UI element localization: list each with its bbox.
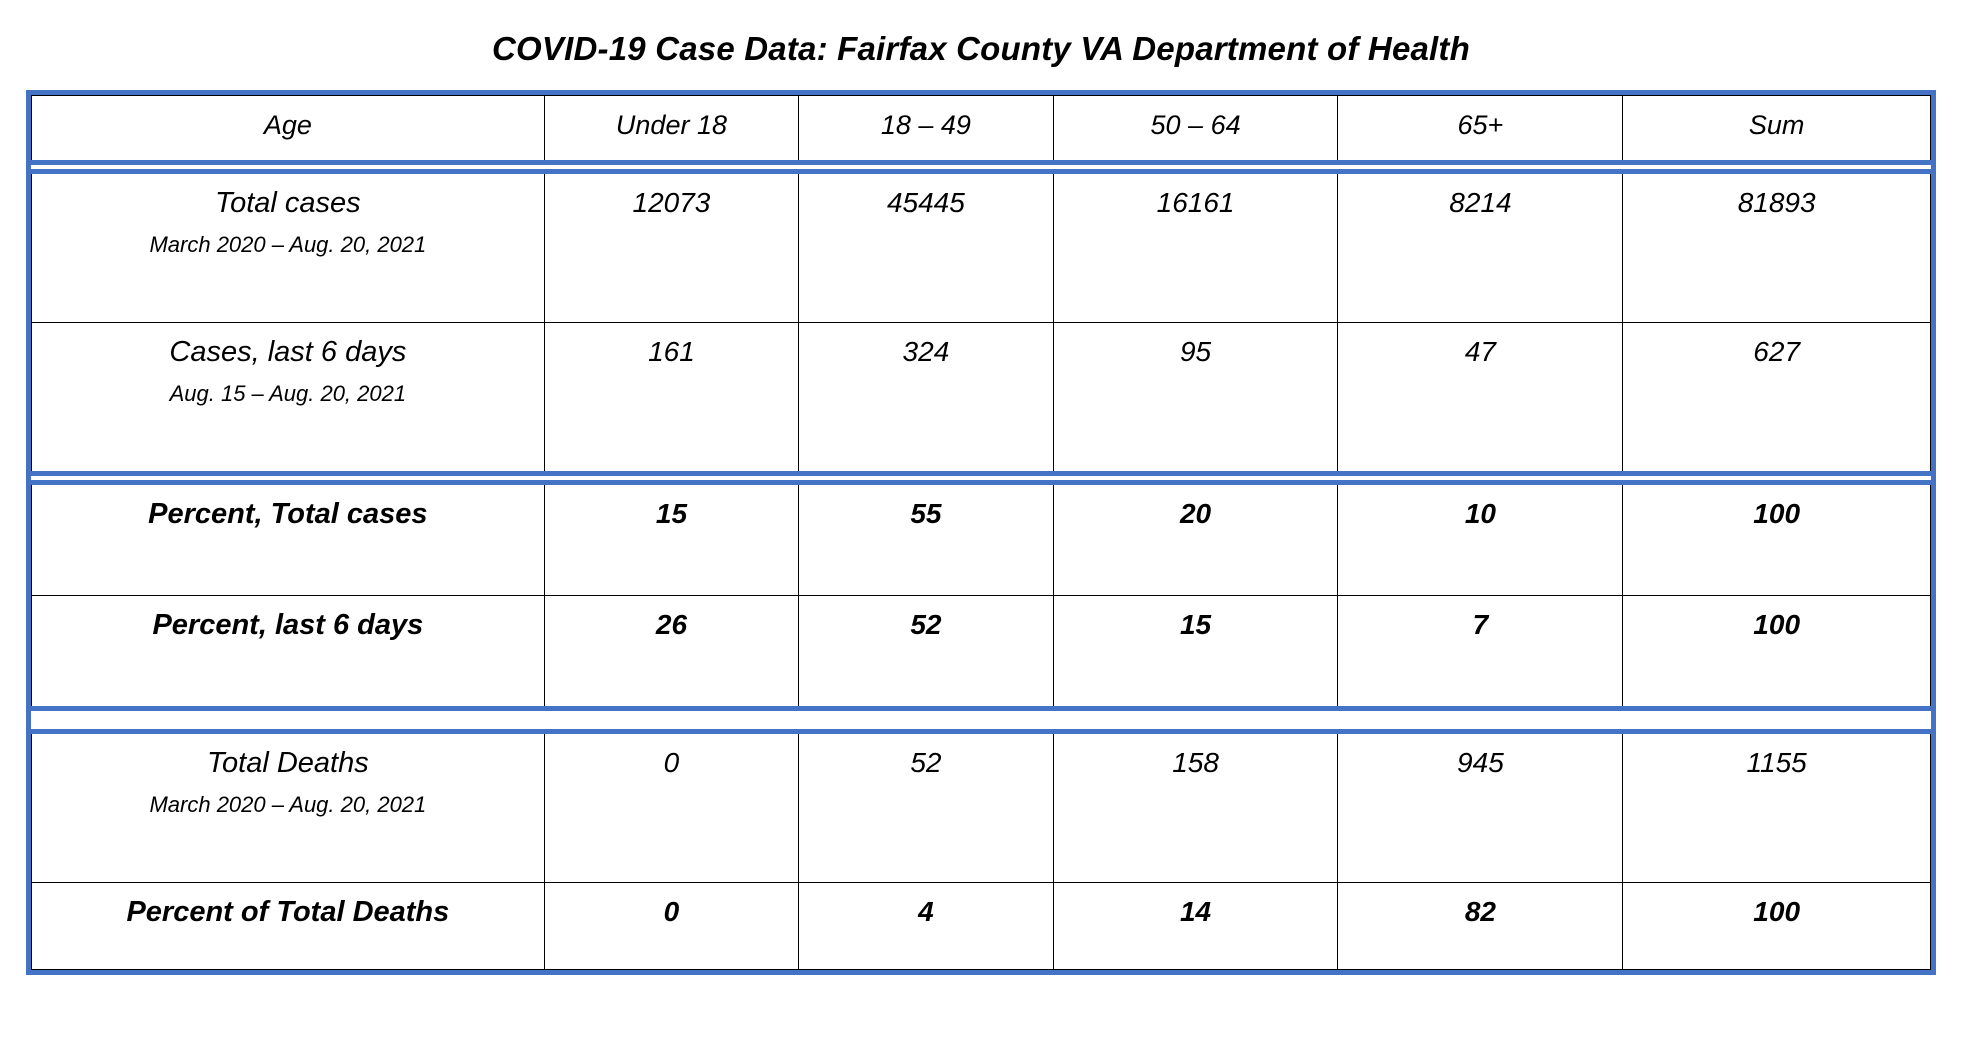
section-divider-bar (32, 709, 1931, 732)
table-cell (1053, 732, 1338, 883)
section-divider-bar (32, 474, 1931, 483)
table-cell (1623, 323, 1931, 474)
cell-value: 15 (655, 498, 688, 529)
table-header-row (32, 96, 1931, 163)
table-cell (799, 483, 1053, 596)
column-header-under-18 (544, 96, 798, 163)
cell-value: 10 (1464, 498, 1496, 529)
row-label-sub: March 2020 – Aug. 20, 2021 (149, 792, 427, 818)
cell-value: 627 (1753, 336, 1801, 367)
cell-value: 26 (655, 609, 688, 640)
row-label-percent-last-6-days (32, 596, 545, 709)
column-header-label: 18 – 49 (880, 110, 971, 140)
covid-case-data-table (31, 95, 1931, 970)
cell-value: 161 (648, 336, 695, 367)
cell-value: 14 (1179, 896, 1212, 927)
table-cell (1053, 883, 1338, 970)
column-header-label: Under 18 (615, 110, 727, 140)
table-cell (1338, 323, 1623, 474)
row-label-cases-last-6-days (32, 323, 545, 474)
table-cell (1053, 172, 1338, 323)
cell-value: 4 (918, 896, 934, 927)
column-header-50-64 (1053, 96, 1338, 163)
table-cell (1053, 483, 1338, 596)
row-label-sub: March 2020 – Aug. 20, 2021 (149, 232, 427, 258)
cell-value: 8214 (1449, 187, 1512, 218)
cell-value: 82 (1464, 896, 1496, 927)
table-row (32, 323, 1931, 474)
cell-value: 945 (1457, 747, 1504, 778)
data-table-container (26, 90, 1936, 975)
cell-value: 95 (1179, 336, 1212, 367)
table-cell (544, 323, 798, 474)
table-row (32, 596, 1931, 709)
cell-value: 100 (1753, 498, 1801, 529)
column-header-label: Age (263, 110, 312, 140)
cell-value: 12073 (632, 187, 711, 218)
row-label-sub: Aug. 15 – Aug. 20, 2021 (169, 381, 407, 407)
section-divider-bar (32, 163, 1931, 172)
cell-value: 100 (1753, 896, 1801, 927)
table-cell (1053, 323, 1338, 474)
cell-value: 0 (663, 896, 680, 927)
table-cell (544, 732, 798, 883)
column-header-label: Sum (1748, 110, 1805, 140)
cell-value: 81893 (1737, 187, 1816, 218)
table-cell (544, 596, 798, 709)
cell-value: 15 (1179, 609, 1212, 640)
section-divider (32, 163, 1931, 172)
table-cell (1338, 883, 1623, 970)
table-cell (799, 172, 1053, 323)
cell-value: 52 (910, 609, 942, 640)
table-row (32, 172, 1931, 323)
cell-value: 55 (910, 498, 942, 529)
cell-value: 20 (1179, 498, 1212, 529)
table-cell (1623, 172, 1931, 323)
row-label-main: Total cases (215, 187, 361, 219)
table-cell (799, 883, 1053, 970)
row-label-main: Cases, last 6 days (169, 336, 407, 368)
column-header-age (32, 96, 545, 163)
section-divider-double (32, 709, 1931, 732)
column-header-65-plus (1338, 96, 1623, 163)
table-cell (799, 323, 1053, 474)
row-label-main: Percent, last 6 days (152, 609, 424, 641)
cell-value: 0 (663, 747, 680, 778)
table-cell (1338, 483, 1623, 596)
table-cell (544, 172, 798, 323)
row-label-percent-of-total-deaths (32, 883, 545, 970)
table-cell (1338, 732, 1623, 883)
section-divider (32, 474, 1931, 483)
row-label-total-cases (32, 172, 545, 323)
cell-value: 100 (1753, 609, 1801, 640)
row-label-main: Percent, Total cases (148, 498, 428, 530)
table-row (32, 732, 1931, 883)
cell-value: 7 (1472, 609, 1489, 640)
table-cell (1338, 596, 1623, 709)
row-label-main: Percent of Total Deaths (126, 896, 450, 928)
table-cell (1623, 596, 1931, 709)
row-label-percent-total-cases (32, 483, 545, 596)
table-cell (1338, 172, 1623, 323)
table-cell (799, 732, 1053, 883)
table-row (32, 483, 1931, 596)
column-header-18-49 (799, 96, 1053, 163)
table-cell (1623, 483, 1931, 596)
table-cell (799, 596, 1053, 709)
cell-value: 16161 (1156, 187, 1235, 218)
cell-value: 324 (902, 336, 950, 367)
cell-value: 47 (1464, 336, 1496, 367)
row-label-total-deaths (32, 732, 545, 883)
column-header-label: 65+ (1457, 110, 1504, 140)
table-cell (1623, 732, 1931, 883)
page-title: COVID-19 Case Data: Fairfax County VA Department of Health (492, 30, 1470, 67)
column-header-sum (1623, 96, 1931, 163)
table-cell (544, 883, 798, 970)
table-cell (1053, 596, 1338, 709)
table-row (32, 883, 1931, 970)
cell-value: 158 (1172, 747, 1219, 778)
column-header-label: 50 – 64 (1150, 110, 1241, 140)
table-cell (544, 483, 798, 596)
cell-value: 1155 (1746, 747, 1807, 778)
cell-value: 45445 (886, 187, 965, 218)
table-cell (1623, 883, 1931, 970)
row-label-main: Total Deaths (206, 747, 369, 779)
cell-value: 52 (910, 747, 942, 778)
